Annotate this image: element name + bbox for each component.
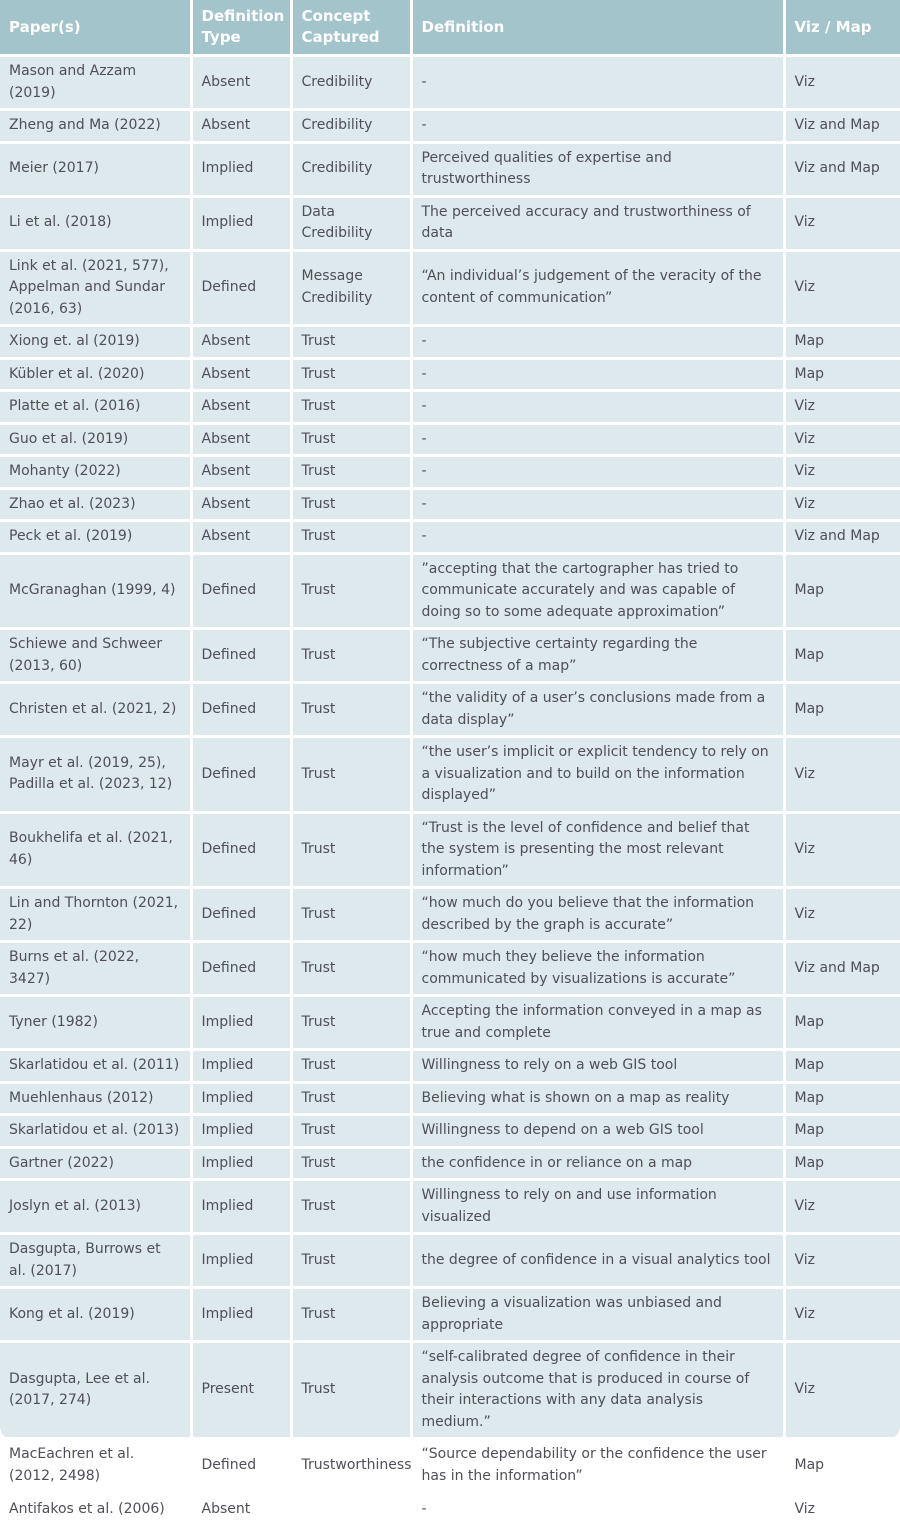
table-row: [0, 1147, 900, 1180]
table-row: [0, 326, 900, 359]
cell-definition-type: Defined: [191, 250, 291, 326]
cell-concept: Trust: [291, 1147, 411, 1180]
cell-concept: Credibility: [291, 110, 411, 143]
cell-viz-map: Viz: [784, 423, 900, 456]
cell-definition-type: Implied: [191, 1147, 291, 1180]
cell-definition: Believing what is shown on a map as reality: [411, 1082, 784, 1115]
cell-definition: “Source dependability or the confidence the user has in the information”: [411, 1439, 784, 1493]
cell-paper: Skarlatidou et al. (2013): [0, 1115, 191, 1148]
cell-paper: Dasgupta, Lee et al. (2017, 274): [0, 1342, 191, 1439]
table-row: [0, 629, 900, 683]
cell-concept: Trust: [291, 996, 411, 1050]
cell-concept: [291, 1493, 411, 1525]
cell-viz-map: Viz: [784, 1342, 900, 1439]
table-row: [0, 423, 900, 456]
cell-viz-map: Viz and Map: [784, 942, 900, 996]
cell-concept: Trust: [291, 1288, 411, 1342]
cell-viz-map: Viz: [784, 56, 900, 110]
cell-definition-type: Defined: [191, 942, 291, 996]
cell-viz-map: Viz and Map: [784, 110, 900, 143]
table-row: [0, 888, 900, 942]
cell-paper: Dasgupta, Burrows et al. (2017): [0, 1234, 191, 1288]
table-row: [0, 56, 900, 110]
cell-concept: Trustworthiness: [291, 1439, 411, 1493]
cell-definition: -: [411, 358, 784, 391]
cell-concept: Trust: [291, 1115, 411, 1148]
cell-paper: Zhao et al. (2023): [0, 488, 191, 521]
cell-concept: Credibility: [291, 142, 411, 196]
cell-viz-map: Viz and Map: [784, 142, 900, 196]
cell-definition: “how much do you believe that the information described by the graph is accurate”: [411, 888, 784, 942]
table-row: [0, 110, 900, 143]
cell-viz-map: Viz: [784, 488, 900, 521]
table-row: [0, 942, 900, 996]
table-row: [0, 196, 900, 250]
cell-definition-type: Implied: [191, 1050, 291, 1083]
cell-viz-map: Map: [784, 1147, 900, 1180]
cell-viz-map: Viz: [784, 196, 900, 250]
cell-definition-type: Implied: [191, 1180, 291, 1234]
cell-definition-type: Defined: [191, 812, 291, 888]
cell-definition-type: Absent: [191, 488, 291, 521]
cell-paper: Lin and Thornton (2021, 22): [0, 888, 191, 942]
cell-definition-type: Absent: [191, 326, 291, 359]
cell-definition: -: [411, 488, 784, 521]
cell-paper: Tyner (1982): [0, 996, 191, 1050]
cell-viz-map: Viz and Map: [784, 521, 900, 554]
cell-concept: Trust: [291, 683, 411, 737]
cell-viz-map: Map: [784, 1439, 900, 1493]
table-row: [0, 521, 900, 554]
table-row: [0, 1234, 900, 1288]
cell-concept: Credibility: [291, 56, 411, 110]
cell-definition-type: Absent: [191, 423, 291, 456]
cell-definition: -: [411, 326, 784, 359]
cell-definition-type: Implied: [191, 996, 291, 1050]
cell-definition: Willingness to rely on a web GIS tool: [411, 1050, 784, 1083]
cell-viz-map: Map: [784, 683, 900, 737]
cell-concept: Trust: [291, 553, 411, 629]
table-row: [0, 1115, 900, 1148]
cell-definition-type: Implied: [191, 1234, 291, 1288]
table-row: [0, 1180, 900, 1234]
table-row: [0, 391, 900, 424]
table-row: [0, 1342, 900, 1439]
header-definition-type: Definition Type: [191, 0, 291, 56]
table-row: [0, 996, 900, 1050]
cell-viz-map: Map: [784, 553, 900, 629]
cell-paper: Guo et al. (2019): [0, 423, 191, 456]
table-row: [0, 488, 900, 521]
cell-definition: -: [411, 1493, 784, 1525]
cell-paper: Kong et al. (2019): [0, 1288, 191, 1342]
cell-paper: Joslyn et al. (2013): [0, 1180, 191, 1234]
table-row: [0, 553, 900, 629]
cell-concept: Trust: [291, 456, 411, 489]
cell-concept: Trust: [291, 521, 411, 554]
cell-concept: Trust: [291, 1234, 411, 1288]
cell-concept: Trust: [291, 737, 411, 813]
cell-viz-map: Viz: [784, 456, 900, 489]
cell-paper: Mason and Azzam (2019): [0, 56, 191, 110]
cell-viz-map: Map: [784, 1082, 900, 1115]
cell-viz-map: Viz: [784, 737, 900, 813]
table-row: [0, 358, 900, 391]
cell-definition-type: Implied: [191, 142, 291, 196]
cell-concept: Trust: [291, 1082, 411, 1115]
cell-paper: Gartner (2022): [0, 1147, 191, 1180]
table-row: [0, 812, 900, 888]
cell-definition: Willingness to rely on and use information visualized: [411, 1180, 784, 1234]
cell-definition-type: Defined: [191, 629, 291, 683]
table-row: [0, 1493, 900, 1525]
cell-paper: Antifakos et al. (2006): [0, 1493, 191, 1525]
cell-paper: MacEachren et al. (2012, 2498): [0, 1439, 191, 1493]
cell-definition-type: Defined: [191, 888, 291, 942]
cell-paper: Kübler et al. (2020): [0, 358, 191, 391]
cell-definition-type: Defined: [191, 683, 291, 737]
cell-paper: Boukhelifa et al. (2021, 46): [0, 812, 191, 888]
cell-concept: Trust: [291, 326, 411, 359]
cell-paper: Mohanty (2022): [0, 456, 191, 489]
cell-definition-type: Defined: [191, 1439, 291, 1493]
cell-paper: Schiewe and Schweer (2013, 60): [0, 629, 191, 683]
cell-viz-map: Viz: [784, 1288, 900, 1342]
cell-definition-type: Absent: [191, 521, 291, 554]
cell-paper: Platte et al. (2016): [0, 391, 191, 424]
cell-definition-type: Defined: [191, 553, 291, 629]
cell-paper: Mayr et al. (2019, 25), Padilla et al. (2023, 12): [0, 737, 191, 813]
cell-viz-map: Map: [784, 358, 900, 391]
cell-concept: Trust: [291, 629, 411, 683]
table-row: [0, 1288, 900, 1342]
cell-definition: Willingness to depend on a web GIS tool: [411, 1115, 784, 1148]
cell-concept: Trust: [291, 1050, 411, 1083]
cell-viz-map: Viz: [784, 888, 900, 942]
table-row: [0, 456, 900, 489]
cell-paper: Li et al. (2018): [0, 196, 191, 250]
cell-paper: Meier (2017): [0, 142, 191, 196]
cell-viz-map: Map: [784, 1115, 900, 1148]
cell-definition: ”accepting that the cartographer has tried to communicate accurately and was capable of doing so to some adequate approximation”: [411, 553, 784, 629]
cell-definition-type: Implied: [191, 196, 291, 250]
cell-definition-type: Absent: [191, 110, 291, 143]
cell-concept: Message Credibility: [291, 250, 411, 326]
cell-viz-map: Viz: [784, 391, 900, 424]
cell-viz-map: Map: [784, 629, 900, 683]
cell-concept: Trust: [291, 1342, 411, 1439]
cell-paper: Xiong et. al (2019): [0, 326, 191, 359]
cell-definition-type: Present: [191, 1342, 291, 1439]
table-body: [0, 56, 900, 1525]
cell-concept: Data Credibility: [291, 196, 411, 250]
cell-paper: McGranaghan (1999, 4): [0, 553, 191, 629]
cell-definition: “how much they believe the information communicated by visualizations is accurate”: [411, 942, 784, 996]
cell-definition: “the user’s implicit or explicit tendency to rely on a visualization and to build on the information displayed”: [411, 737, 784, 813]
cell-definition-type: Implied: [191, 1115, 291, 1148]
cell-paper: Zheng and Ma (2022): [0, 110, 191, 143]
cell-concept: Trust: [291, 488, 411, 521]
cell-concept: Trust: [291, 812, 411, 888]
header-papers: Paper(s): [0, 0, 191, 56]
cell-definition: the confidence in or reliance on a map: [411, 1147, 784, 1180]
cell-definition: -: [411, 56, 784, 110]
cell-definition: “self-calibrated degree of confidence in their analysis outcome that is produced in course of their interactions with any data analysis medium.”: [411, 1342, 784, 1439]
cell-definition: Believing a visualization was unbiased and appropriate: [411, 1288, 784, 1342]
cell-concept: Trust: [291, 391, 411, 424]
cell-definition-type: Implied: [191, 1082, 291, 1115]
table-row: [0, 737, 900, 813]
cell-definition-type: Implied: [191, 1288, 291, 1342]
cell-viz-map: Map: [784, 996, 900, 1050]
cell-definition: -: [411, 110, 784, 143]
table-header: [0, 0, 900, 56]
cell-definition-type: Absent: [191, 358, 291, 391]
cell-definition: “An individual’s judgement of the veracity of the content of communication”: [411, 250, 784, 326]
cell-viz-map: Map: [784, 326, 900, 359]
cell-definition: Perceived qualities of expertise and trustworthiness: [411, 142, 784, 196]
cell-viz-map: Map: [784, 1050, 900, 1083]
cell-definition: the degree of confidence in a visual analytics tool: [411, 1234, 784, 1288]
cell-paper: Skarlatidou et al. (2011): [0, 1050, 191, 1083]
cell-paper: Peck et al. (2019): [0, 521, 191, 554]
cell-definition-type: Absent: [191, 1493, 291, 1525]
cell-definition-type: Defined: [191, 737, 291, 813]
cell-definition: -: [411, 423, 784, 456]
cell-viz-map: Viz: [784, 1234, 900, 1288]
cell-viz-map: Viz: [784, 1180, 900, 1234]
cell-definition-type: Absent: [191, 56, 291, 110]
table-row: [0, 1439, 900, 1493]
cell-definition: -: [411, 521, 784, 554]
cell-definition: “the validity of a user’s conclusions made from a data display”: [411, 683, 784, 737]
cell-definition: -: [411, 456, 784, 489]
table-row: [0, 1050, 900, 1083]
cell-paper: Burns et al. (2022, 3427): [0, 942, 191, 996]
table-row: [0, 142, 900, 196]
cell-viz-map: Viz: [784, 812, 900, 888]
header-concept-captured: Concept Captured: [291, 0, 411, 56]
cell-viz-map: Viz: [784, 250, 900, 326]
cell-paper: Link et al. (2021, 577), Appelman and Sundar (2016, 63): [0, 250, 191, 326]
cell-viz-map: Viz: [794, 1500, 816, 1517]
cell-definition: Accepting the information conveyed in a map as true and complete: [411, 996, 784, 1050]
table-row: [0, 1082, 900, 1115]
cell-definition: -: [411, 391, 784, 424]
header-definition: Definition: [411, 0, 784, 56]
table-row: [0, 683, 900, 737]
cell-definition-type: Absent: [191, 391, 291, 424]
cell-concept: Trust: [291, 942, 411, 996]
cell-definition: The perceived accuracy and trustworthiness of data: [411, 196, 784, 250]
cell-concept: Trust: [291, 358, 411, 391]
cell-paper: Muehlenhaus (2012): [0, 1082, 191, 1115]
cell-definition: “Trust is the level of confidence and belief that the system is presenting the most relevant information”: [411, 812, 784, 888]
cell-definition-type: Absent: [191, 456, 291, 489]
cell-concept: Trust: [291, 1180, 411, 1234]
table-row: [0, 250, 900, 326]
header-viz-map: Viz / Map: [784, 0, 900, 56]
cell-definition: “The subjective certainty regarding the correctness of a map”: [411, 629, 784, 683]
cell-concept: Trust: [291, 888, 411, 942]
cell-concept: Trust: [291, 423, 411, 456]
cell-paper: Christen et al. (2021, 2): [0, 683, 191, 737]
